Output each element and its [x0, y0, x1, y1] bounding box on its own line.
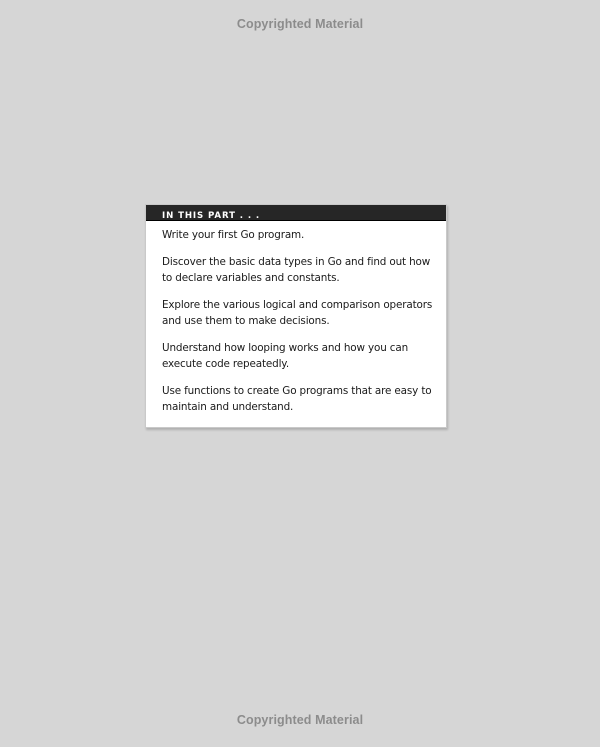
list-item: Discover the basic data types in Go and find out how to declare variables and constants.	[162, 256, 431, 284]
part-goals-list	[146, 221, 446, 415]
copyright-watermark-top: Copyrighted Material	[236, 17, 364, 31]
box-header	[146, 205, 446, 221]
list-item: Use functions to create Go programs that are easy to maintain and understand.	[162, 385, 432, 413]
box-heading: IN THIS PART . . .	[162, 211, 261, 221]
list-item: Explore the various logical and comparison operators and use them to make decisions.	[162, 299, 433, 327]
list-item: Understand how looping works and how you can execute code repeatedly.	[162, 342, 409, 370]
in-this-part-box	[145, 204, 447, 428]
copyright-watermark-bottom: Copyrighted Material	[236, 713, 364, 727]
list-item: Write your first Go program.	[162, 229, 305, 241]
